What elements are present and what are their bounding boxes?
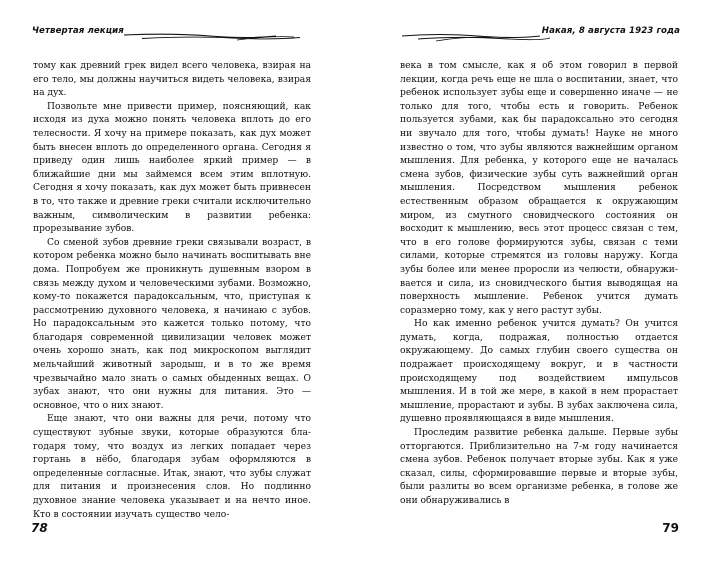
right-page-text (400, 60, 678, 509)
running-header-title: Четвертая лекция (32, 26, 124, 36)
paragraph: века в том смысле, как я об этом говорил в первой лекции, когда речь еще не шла о воспитании, знает, что ребенок использует зубы еще и совершенно иначе — не только для того, чтобы есть и говорить. Ребенок пользуется зубами, как бы парадоксально это сегодня ни звучало для того, чтобы думать! Науке не много известно о том, что зубы являются важнейшим органом мышления. Для ребенка, у которого еще не началась смена зубов, физические зубы суть важнейший орган мышления. Посредством мышления ребенок естественным образом обращается к окружающим миром, из смутного сновидческого состояния он восходит к мышлению, весь этот процесс связан с тем, что в его голове формируются зубы, связан с теми силами, которые стремятся из головы наружу. Когда зубы более или менее проросли из челюсти, обнаруживается и сила, из сновидческого бытия выводящая на поверхность мышление. Ребенок учится думать соразмерно тому, как у него растут зубы. (400, 61, 678, 316)
header-ornament-rule (32, 30, 332, 48)
paragraph: тому как древний грек видел всего человека, взирая на его тело, мы должны научиться видеть человека, взирая на дух. (33, 61, 311, 99)
paragraph: Еще знают, что они важны для речи, потому что существуют зубные звуки, которые образуются благодаря тому, что воздух из легких попадает через гортань в нёбо, благодаря зубам оформляются в определенные согласные. Итак, знают, что зубы служат для питания и произнесения слов. Но подлинно духовное знание человека указывает и на нечто иное. Кто в состоянии изучать существо чело- (33, 414, 311, 520)
paragraph: Но как именно ребенок учится думать? Он учится думать, когда, подражая, полностью отдается окружающему. До самых глубин своего существа он подражает происходящему вокруг, и в частности происходящему под воздействием импульсов мышления. И в той же мере, в какой в нем прорастает мышление, прорастают и зубы. В зубах заключена сила, душевно проявляющаяся в виде мышления. (400, 319, 678, 425)
paragraph: Со сменой зубов древние греки связывали возраст, в котором ребенка можно было начинать воспитывать вне дома. Попробуем же проникнуть душевным взором в связь между духом и человеческими зубами. Возможно, кому-то покажется парадоксальным, что, приступая к рассмотрению духовного человека, я начинаю с зубов. Но парадоксальным это кажется только потому, что благодаря современной цивилизации человек может очень хорошо знать, как под микроскопом выглядит мельчайший животный зародыш, и в то же время чрезвычайно мало знать о самых обыденных вещах. О зубах знают, что они нужны для питания. Это — основное, что о них знают. (33, 237, 311, 411)
paragraph: Проследим развитие ребенка дальше. Первые зубы отторгаются. Приблизительно на 7-м году начинается смена зубов. Ребенок получает вторые зубы. Как я уже сказал, силы, сформировавшие первые и вторые зубы, были разлиты во всем организме ребенка, в голове же они обнаруживались в (400, 428, 678, 506)
right-page (355, 0, 709, 567)
running-header-title: Накая, 8 августа 1923 года (541, 26, 680, 36)
running-header-left (32, 26, 332, 44)
paragraph: Позвольте мне привести пример, поясняющий, как исходя из духа можно понять человека вплоть до его телесности. Я хочу на примере показать, как дух может быть внесен вплоть до определенного органа. Сегодня я приведу один лишь наиболее яркий пример — в ближайшие дни мы займемся всем этим вплотную. Сегодня я хочу показать, как дух может быть привнесен в то, что также и древние греки считали исключительно важным, символическим в развитии ребенка: прорезывание зубов. (33, 101, 311, 235)
page-number: 79 (662, 521, 679, 535)
left-page (0, 0, 354, 567)
running-header-right (400, 26, 680, 44)
page-number: 78 (31, 521, 48, 535)
left-page-text (33, 60, 311, 522)
